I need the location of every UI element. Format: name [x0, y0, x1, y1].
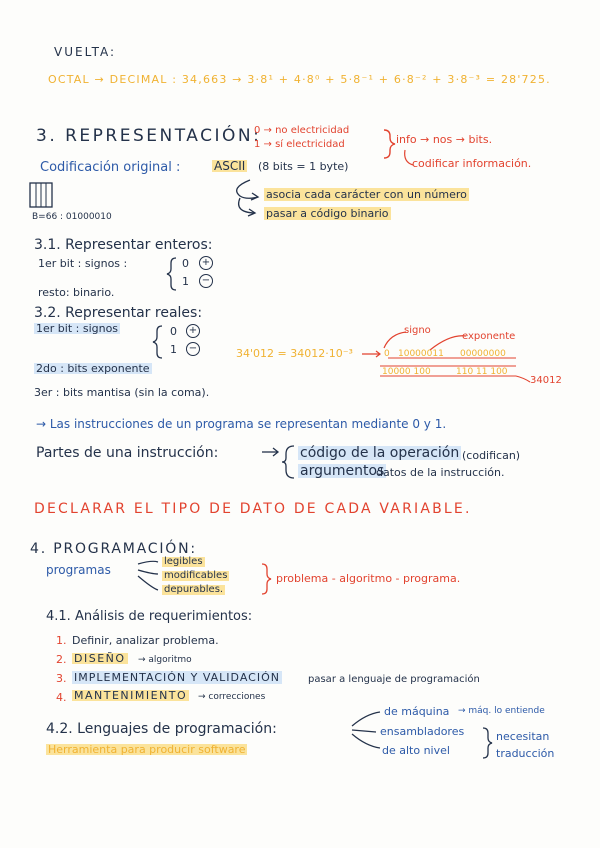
brace-reales	[153, 326, 162, 358]
reales-one: 1	[170, 343, 177, 356]
section-42-heading: 4.2. Lenguajes de programación:	[46, 721, 277, 737]
asocia-caracter: asocia cada carácter con un número	[266, 188, 467, 201]
enteros-minus: −	[199, 274, 213, 288]
ensambladores: ensambladores	[380, 725, 465, 738]
signo-label: signo	[404, 325, 431, 336]
ascii-bits: (8 bits = 1 byte)	[258, 160, 349, 173]
ascii-label: ASCII	[214, 159, 246, 173]
elec-1: 1 → sí electricidad	[254, 139, 345, 150]
section-31-heading: 3.1. Representar enteros:	[34, 237, 213, 253]
req-3-text: IMPLEMENTACIÓN Y VALIDACIÓN	[74, 671, 280, 684]
req-2-num: 2.	[56, 653, 67, 666]
section-41-heading: 4.1. Análisis de requerimientos:	[46, 609, 253, 624]
req-4-num: 4.	[56, 691, 67, 704]
enteros-rest: resto: binario.	[38, 286, 115, 299]
exponente-arrow	[430, 336, 466, 350]
enteros-zero: 0	[182, 257, 189, 270]
codificacion-original: Codificación original :	[40, 160, 181, 175]
depurables: depurables.	[164, 584, 224, 595]
modificables: modificables	[164, 570, 228, 581]
reales-minus: −	[186, 342, 200, 356]
traduccion: traducción	[496, 747, 555, 760]
instrucciones-line: → Las instrucciones de un programa se representan mediante 0 y 1.	[36, 417, 447, 431]
argumentos-note: datos de la instrucción.	[376, 466, 505, 479]
declarar-tipo: DECLARAR EL TIPO DE DATO DE CADA VARIABLE.	[34, 501, 472, 517]
legibles: legibles	[164, 556, 203, 567]
float-mant-1: 10000 100	[382, 367, 431, 377]
req-2-note: → algoritmo	[138, 655, 192, 665]
req-3-note: pasar a lenguaje de programación	[308, 674, 480, 685]
elec-0: 0 → no electricidad	[254, 125, 350, 136]
programas-label: programas	[46, 563, 111, 577]
float-exp-bits-2: 00000000	[460, 349, 506, 359]
reales-first-bit: 1er bit : signos	[36, 322, 119, 335]
reales-zero: 0	[170, 325, 177, 338]
brace-enteros	[167, 258, 176, 290]
exponente-label: exponente	[462, 331, 516, 342]
req-2-text: DISEÑO	[74, 652, 126, 665]
partes-instruccion: Partes de una instrucción:	[36, 445, 219, 461]
float-result: 34012	[530, 375, 562, 386]
signo-arrow	[384, 332, 406, 348]
herramienta-software: Herramienta para producir software	[48, 743, 246, 756]
necesitan: necesitan	[496, 730, 550, 743]
float-formula: 34'012 = 34012·10⁻³	[236, 347, 353, 360]
section-3-heading: 3. REPRESENTACIÓN:	[36, 126, 262, 146]
alto-nivel: de alto nivel	[382, 744, 450, 757]
reales-second: 2do : bits exponente	[36, 362, 150, 375]
float-exp-bits: 10000011	[398, 349, 444, 359]
reales-third: 3er : bits mantisa (sin la coma).	[34, 386, 210, 399]
lenguaje-maquina: de máquina	[384, 705, 450, 718]
codificar-informacion: codificar información.	[412, 157, 532, 170]
argumentos: argumentos	[300, 463, 385, 479]
reales-plus: +	[186, 324, 200, 338]
enteros-plus: +	[199, 256, 213, 270]
red-brace	[384, 130, 395, 158]
section-4-heading: 4. PROGRAMACIÓN:	[30, 541, 197, 557]
b66-example: B=66 : 01000010	[32, 212, 112, 222]
req-1-text: Definir, analizar problema.	[72, 634, 219, 647]
enteros-one: 1	[182, 275, 189, 288]
problema-algoritmo: problema - algoritmo - programa.	[276, 572, 461, 585]
pasar-binario: pasar a código binario	[266, 207, 389, 220]
enteros-first-bit: 1er bit : signos :	[38, 257, 128, 270]
section-32-heading: 3.2. Representar reales:	[34, 305, 203, 321]
req-3-num: 3.	[56, 672, 67, 685]
req-4-note: → correcciones	[198, 692, 266, 702]
float-sign-bit: 0	[384, 349, 390, 359]
vuelta-title: VUELTA:	[54, 45, 117, 59]
maquina-note: → máq. lo entiende	[458, 706, 545, 716]
octal-conversion: OCTAL → DECIMAL : 34,663 → 3·8¹ + 4·8⁰ + 5·8⁻¹ + 6·8⁻² + 3·8⁻³ = 28'725.	[48, 73, 551, 86]
req-4-text: MANTENIMIENTO	[74, 689, 188, 702]
codigo-note: (codifican)	[462, 449, 521, 462]
req-1-num: 1.	[56, 634, 67, 647]
float-mant-2: 110 11 100	[456, 367, 508, 377]
info-bits: info → nos → bits.	[396, 133, 493, 146]
codigo-operacion: código de la operación	[300, 445, 460, 461]
